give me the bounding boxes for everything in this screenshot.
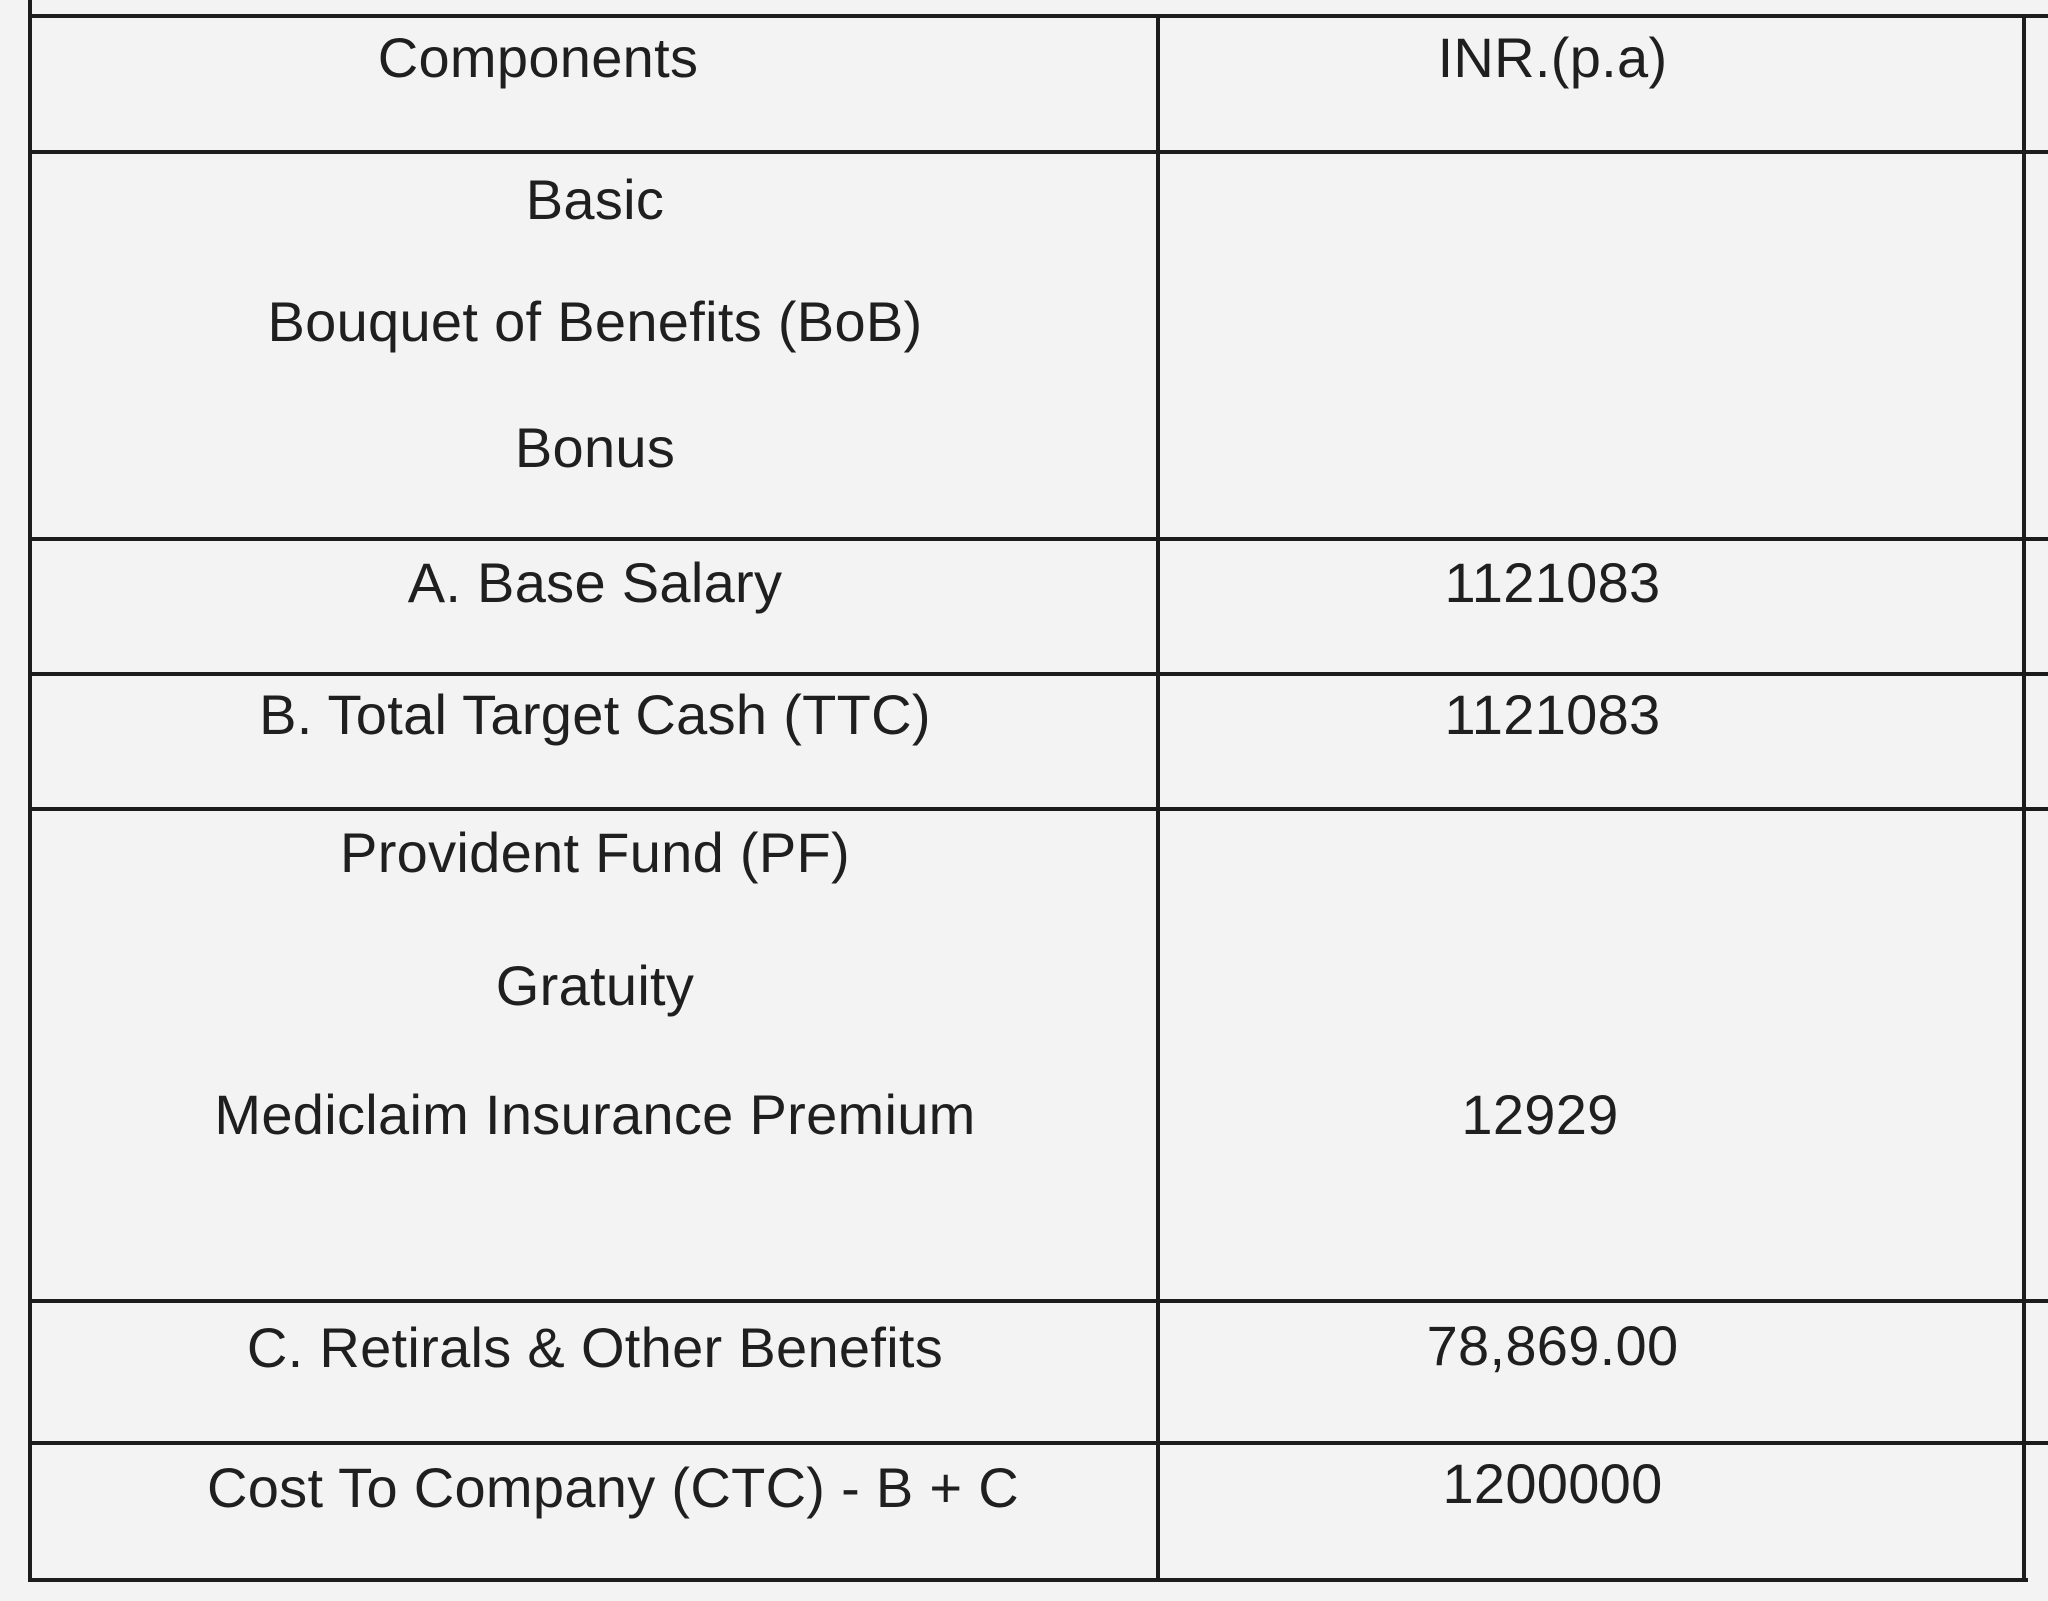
- row-divider: [28, 537, 2048, 541]
- component-total-target-cash: B. Total Target Cash (TTC): [259, 683, 931, 746]
- component-gratuity: Gratuity: [495, 954, 695, 1017]
- amount-mediclaim-insurance-premium: 12929: [1461, 1083, 1619, 1146]
- amount-retirals-other-benefits: 78,869.00: [1426, 1314, 1679, 1377]
- row-divider: [28, 807, 2048, 811]
- header-components: Components: [377, 26, 699, 89]
- column-divider: [2022, 14, 2026, 1582]
- component-mediclaim-insurance-premium: Mediclaim Insurance Premium: [214, 1083, 976, 1146]
- row-divider: [28, 150, 2048, 154]
- row-divider: [28, 1299, 2048, 1303]
- table-border-top: [28, 14, 2048, 18]
- component-base-salary: A. Base Salary: [407, 551, 783, 614]
- component-provident-fund: Provident Fund (PF): [340, 821, 850, 884]
- component-basic: Basic: [525, 168, 665, 231]
- amount-base-salary: 1121083: [1444, 551, 1661, 614]
- amount-cost-to-company: 1200000: [1442, 1452, 1663, 1515]
- header-amount: INR.(p.a): [1437, 26, 1668, 89]
- component-cost-to-company: Cost To Company (CTC) - B + C: [206, 1456, 1020, 1519]
- row-divider: [28, 672, 2048, 676]
- row-divider: [28, 1441, 2048, 1445]
- amount-total-target-cash: 1121083: [1444, 683, 1661, 746]
- component-bouquet-of-benefits: Bouquet of Benefits (BoB): [267, 290, 923, 353]
- component-bonus: Bonus: [514, 416, 676, 479]
- component-retirals-other-benefits: C. Retirals & Other Benefits: [246, 1316, 944, 1379]
- table-border-bottom: [28, 1578, 2028, 1582]
